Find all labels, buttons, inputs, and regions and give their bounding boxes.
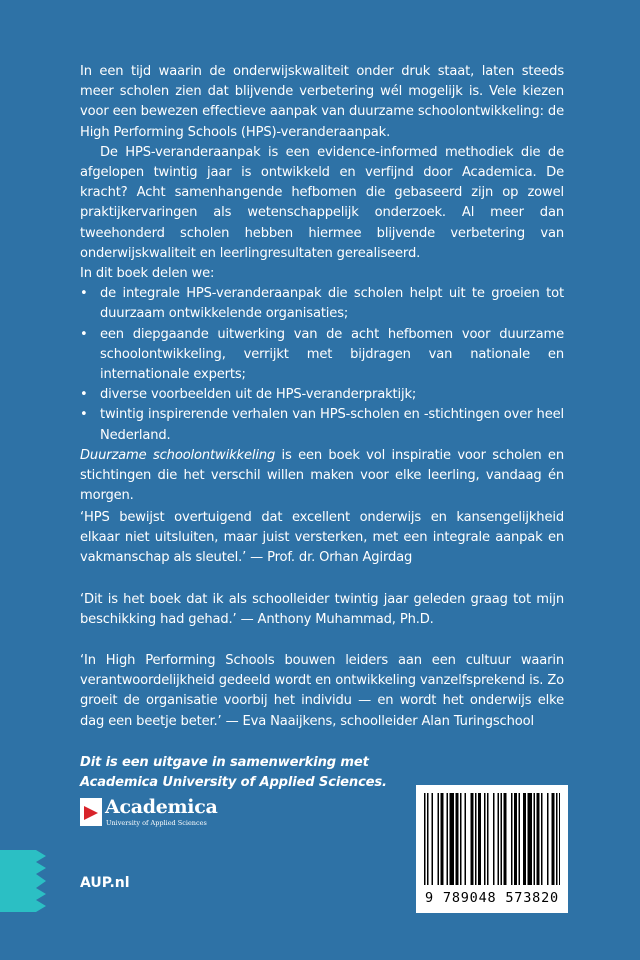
barcode-bar	[487, 793, 489, 885]
summary-paragraph	[80, 446, 564, 507]
copublisher-line-1: Dit is een uitgave in samenwerking met	[80, 755, 369, 770]
barcode-bars	[424, 793, 560, 887]
barcode-bar	[556, 793, 558, 885]
barcode-bar	[438, 793, 440, 885]
contents-list-block	[80, 264, 564, 446]
quote: ‘Dit is het boek dat ik als schoolleider twintig jaar geleden graag tot mijn beschikking had gehad.’ — Anthony Muhammad, Ph.D.	[80, 592, 564, 628]
barcode-bar	[534, 793, 536, 885]
barcode-bar	[541, 793, 543, 885]
barcode-bar	[537, 793, 540, 885]
list-item: • de integrale HPS-veranderaanpak die scholen helpt uit te groeien tot duurzaam ontwikkelende organisaties;	[80, 284, 564, 324]
book-title: Duurzame schoolontwikkeling	[80, 448, 276, 463]
intro-paragraph-2: De HPS-veranderaanpak is een evidence-informed methodiek die de afgelopen twintig jaar is ontwikkeld en verfijnd door Academica. De kracht? Acht samenhangende hefbomen die gebaseerd zijn op zowel praktijkervaringen als wetenschappelijk onderzoek. Al meer dan tweehonderd scholen hebben hiermee blijvende verbetering van onderwijskwaliteit en leerlingresultaten gerealiseerd.	[80, 144, 564, 261]
barcode-bar	[441, 793, 444, 885]
barcode-bar	[484, 793, 486, 885]
list-item: • diverse voorbeelden uit de HPS-veranderpraktijk;	[80, 385, 564, 405]
copublisher-line-2: Academica University of Applied Sciences.	[80, 775, 387, 791]
barcode-bar	[547, 793, 549, 885]
academica-logo	[80, 796, 230, 832]
barcode-bar	[498, 793, 500, 885]
barcode-bar	[493, 793, 495, 885]
isbn-number: 9 789048 573820	[425, 890, 559, 906]
barcode-bar	[552, 793, 555, 885]
barcode-bar	[460, 793, 462, 885]
barcode-bar	[432, 793, 434, 885]
barcode-bar	[471, 793, 474, 885]
list-item: • twintig inspirerende verhalen van HPS-scholen en -stichtingen over heel Nederland.	[80, 405, 564, 445]
quote: ‘HPS bewijst overtuigend dat excellent onderwijs en kansengelijkheid elkaar niet uitsluiten, maar juist versterken, met een integrale aanpak en vakmanschap als sleutel.’ — Prof. dr. Orhan Agirdag	[80, 510, 564, 566]
list-heading: In dit boek delen we:	[80, 266, 215, 281]
barcode-bar	[465, 793, 467, 885]
academica-logo-mark-icon	[80, 798, 102, 826]
barcode-bar	[528, 793, 533, 885]
isbn-barcode	[416, 785, 568, 913]
barcode-bar	[447, 793, 449, 885]
academica-logo-subtitle: University of Applied Sciences	[106, 819, 207, 827]
barcode-bar	[559, 793, 560, 885]
barcode-bar	[501, 793, 503, 885]
barcode-bar	[424, 793, 426, 885]
quote-2-block	[80, 590, 564, 630]
quote-1-block	[80, 508, 564, 569]
barcode-bar	[427, 793, 429, 885]
publisher-url[interactable]: AUP.nl	[80, 875, 130, 891]
contents-list	[80, 284, 564, 446]
barcode-bar	[514, 793, 517, 885]
barcode-bar	[450, 793, 455, 885]
barcode-bar	[519, 793, 521, 885]
academica-logo-name: Academica	[105, 796, 218, 818]
barcode-bar	[523, 793, 526, 885]
quote-3-block	[80, 651, 564, 732]
barcode-bar	[511, 793, 513, 885]
barcode-bar	[478, 793, 481, 885]
summary-text: is een boek vol inspiratie voor scholen en stichtingen die het verschil willen maken voor elke leerling, vandaag én morgen.	[80, 448, 564, 504]
intro-paragraph-1: In een tijd waarin de onderwijskwaliteit onder druk staat, laten steeds meer scholen zien dat blijvende verbetering wél mogelijk is. Vele kiezen voor een bewezen effectieve aanpak van duurzame schoolontwikkeling: de High Performing Schools (HPS)-veranderaanpak.	[80, 64, 564, 140]
intro-text	[80, 62, 564, 264]
barcode-bar	[456, 793, 459, 885]
teal-tab-decoration	[0, 850, 46, 912]
quote: ‘In High Performing Schools bouwen leiders aan een cultuur waarin verantwoordelijkheid gedeeld wordt en ontwikkeling vanzelfsprekend is. Zo groeit de organisatie voorbij het individu — en wordt het onderwijs elke dag een beetje beter.’ — Eva Naaijkens, schoolleider Alan Turingschool	[80, 653, 564, 729]
list-item: • een diepgaande uitwerking van de acht hefbomen voor duurzame schoolontwikkeling, verrijkt met bijdragen van nationale en internationale experts;	[80, 325, 564, 386]
barcode-bar	[504, 793, 507, 885]
barcode-bar	[475, 793, 477, 885]
